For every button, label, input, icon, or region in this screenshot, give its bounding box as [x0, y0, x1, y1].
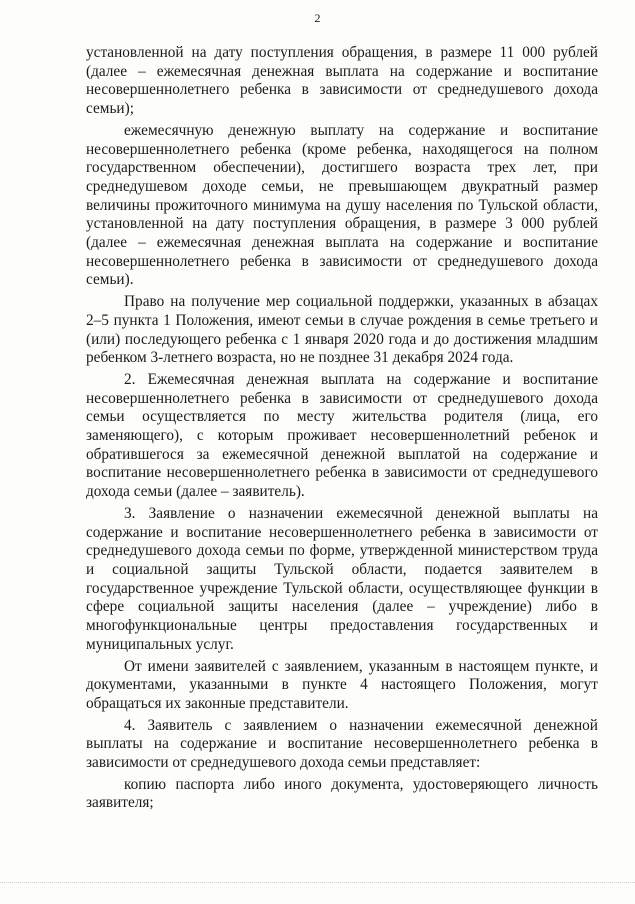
paragraph: установленной на дату поступления обращения, в размере 11 000 рублей (далее – ежемесячная денежная выплата на содержание и воспитание несовершеннолетнего ребенка в зависимости от среднедушевого дохода семьи); [86, 44, 598, 118]
paragraph: Право на получение мер социальной поддержки, указанных в абзацах 2–5 пункта 1 Положения, имеют семьи в случае рождения в семье третьего и (или) последующего ребенка с 1 января 2020 года и до достижения младшим ребенком 3-летнего возраста, но не позднее 31 декабря 2024 года. [86, 293, 598, 367]
page-number: 2 [314, 11, 321, 25]
scan-artifact-line [0, 882, 635, 884]
paragraph: 2. Ежемесячная денежная выплата на содержание и воспитание несовершеннолетнего ребенка в зависимости от среднедушевого дохода семьи осуществляется по месту жительства родителя (лица, его заменяющего), с которым проживает несовершеннолетний ребенок и обратившегося за ежемесячной денежной выплатой на содержание и воспитание несовершеннолетнего ребенка в зависимости от среднедушевого дохода семьи (далее – заявитель). [86, 370, 598, 501]
paragraph: 4. Заявитель с заявлением о назначении ежемесячной денежной выплаты на содержание и воспитание несовершеннолетнего ребенка в зависимости от среднедушевого дохода семьи представляет: [86, 716, 598, 772]
paragraph: От имени заявителей с заявлением, указанным в настоящем пункте, и документами, указанными в пункте 4 настоящего Положения, могут обращаться их законные представители. [86, 657, 598, 712]
paragraph: 3. Заявление о назначении ежемесячной денежной выплаты на содержание и воспитание несовершеннолетнего ребенка в зависимости от среднедушевого дохода семьи по форме, утвержденной министерством труда и социальной защиты Тульской области, подается заявителем в государственное учреждение Тульской области, осуществляющее функции в сфере социальной защиты населения (далее – учреждение) либо в многофункциональные центры предоставления государственных и муниципальных услуг. [86, 504, 598, 653]
paragraph: копию паспорта либо иного документа, удостоверяющего личность заявителя; [86, 775, 598, 812]
document-body [86, 44, 598, 816]
paragraph: ежемесячную денежную выплату на содержание и воспитание несовершеннолетнего ребенка (кроме ребенка, находящегося на полном государственном обеспечении), достигшего возраста трех лет, при среднедушевом доходе семьи, не превышающем двукратный размер величины прожиточного минимума на душу населения по Тульской области, установленной на дату поступления обращения, в размере 3 000 рублей (далее – ежемесячная денежная выплата на содержание и воспитание несовершеннолетнего ребенка в зависимости от среднедушевого дохода семьи). [86, 121, 598, 289]
